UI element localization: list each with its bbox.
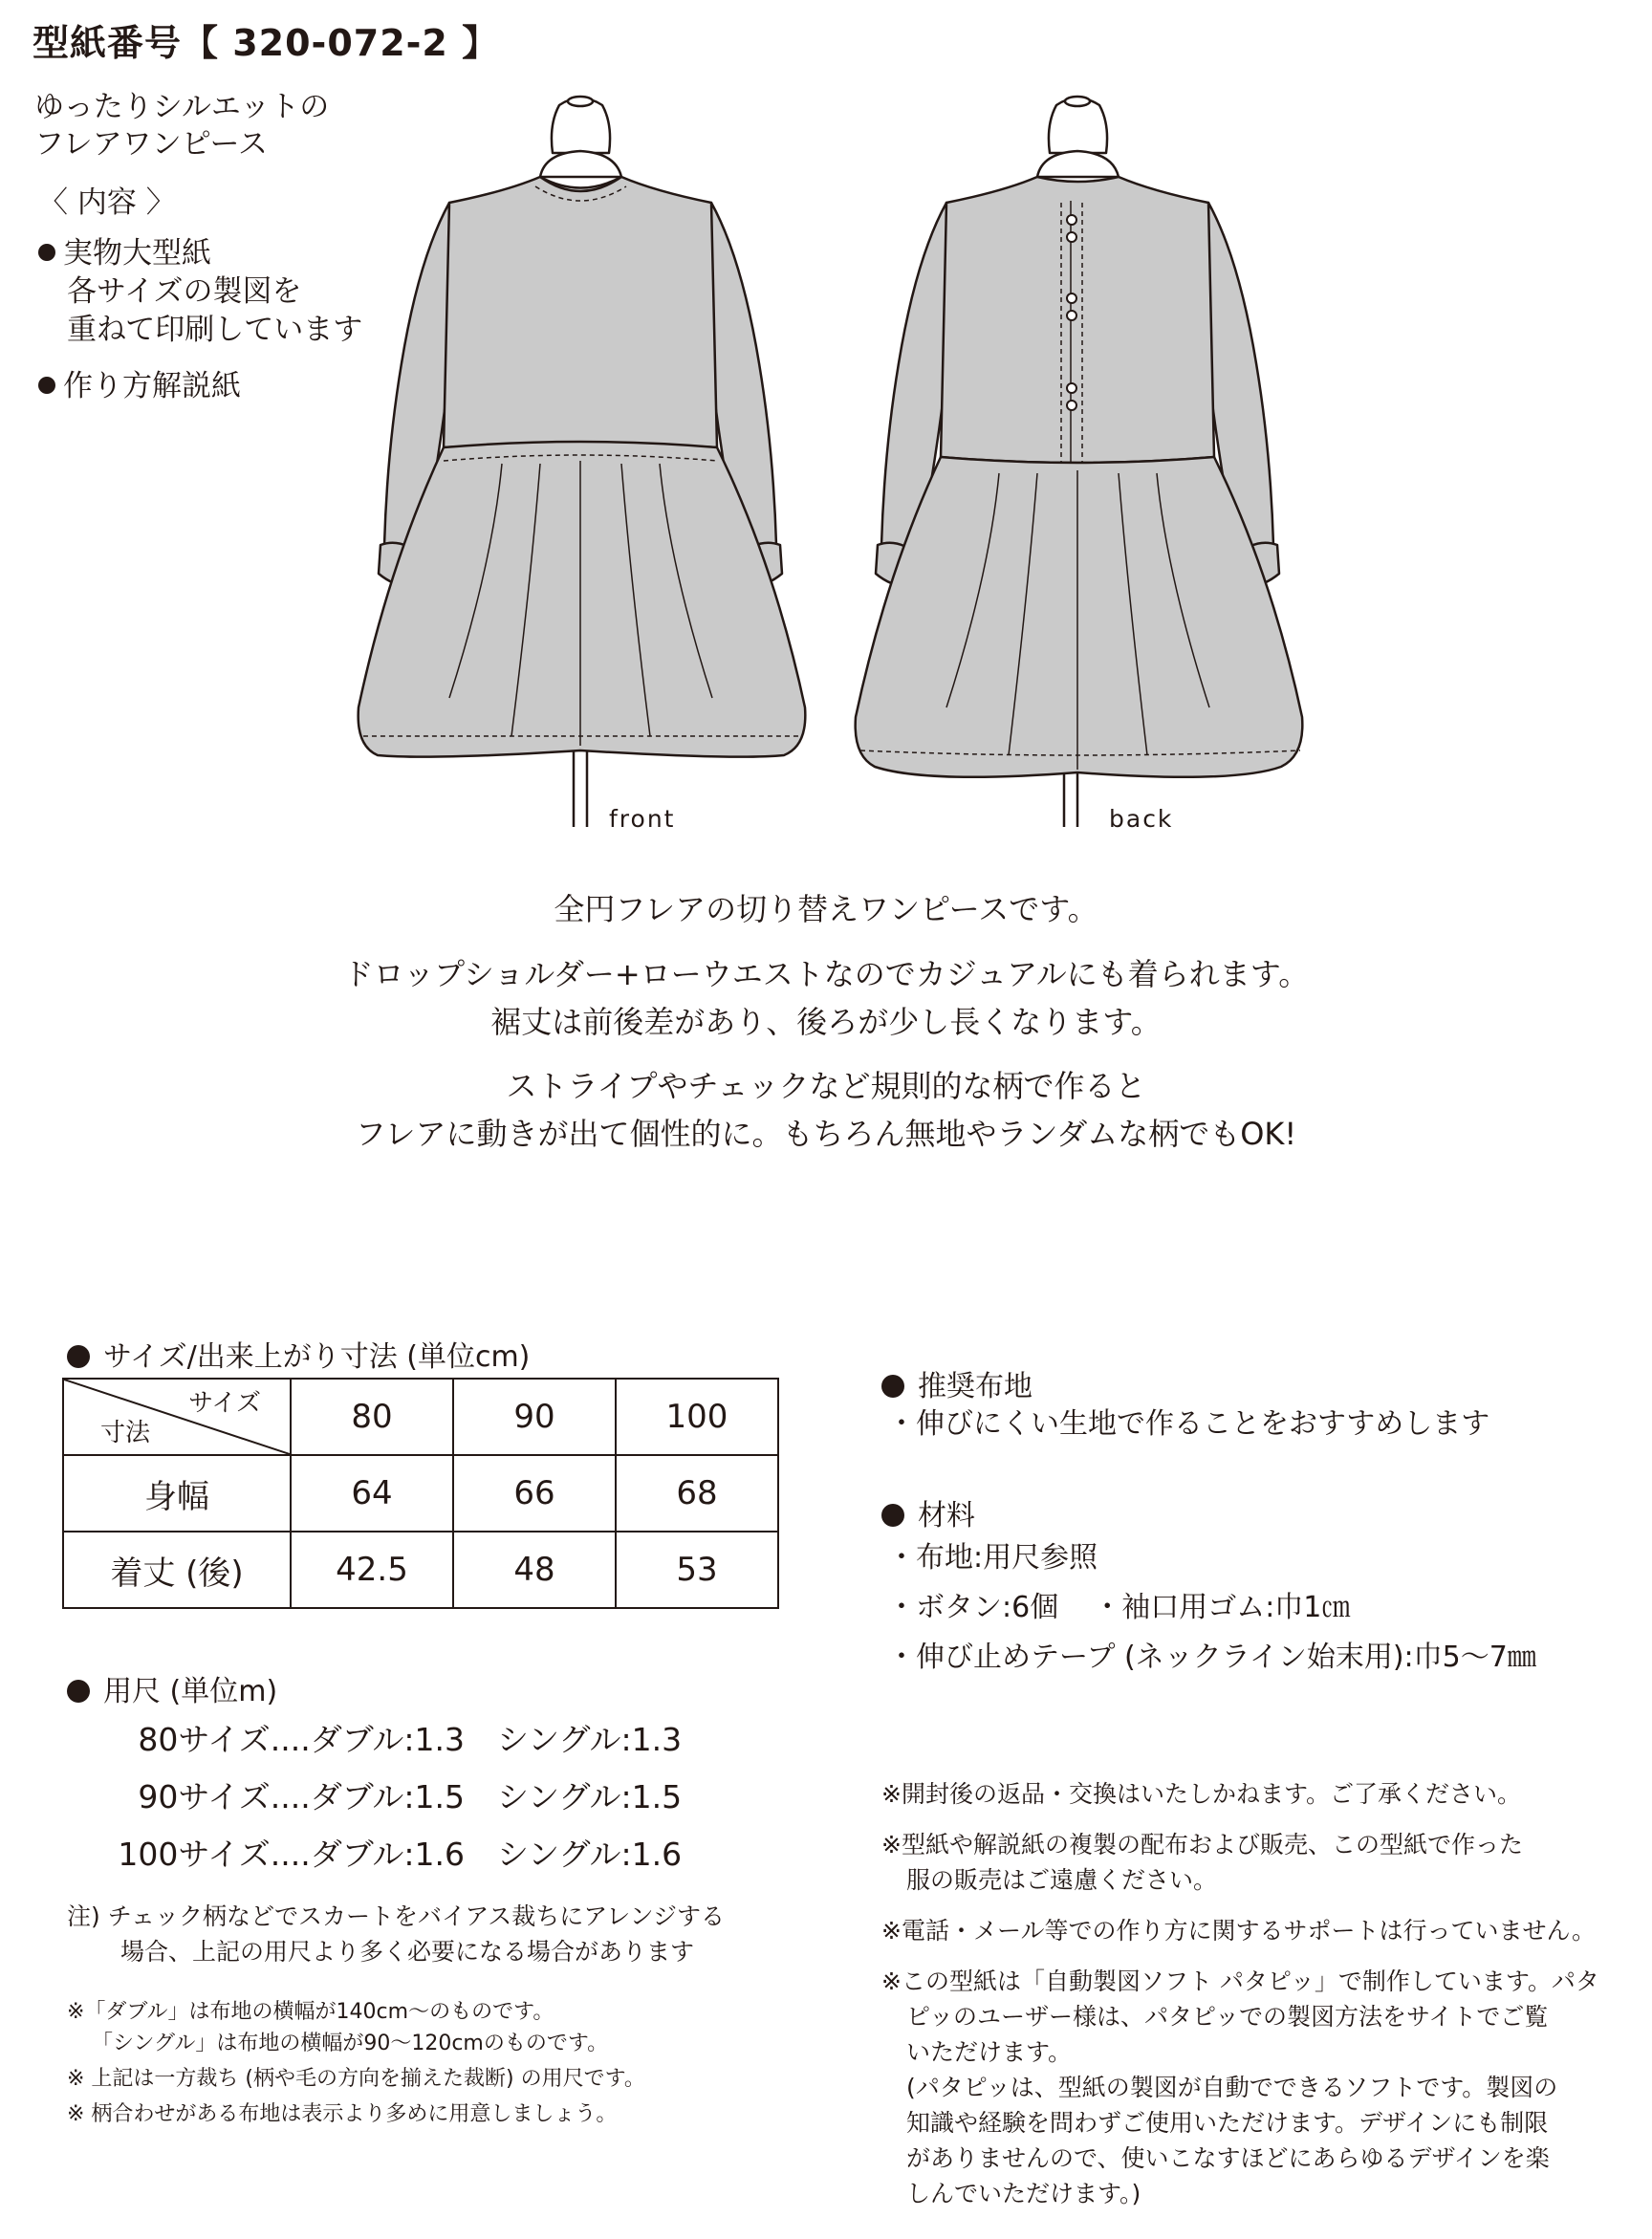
size-table-heading-text: サイズ/出来上がり寸法 (単位cm): [103, 1340, 531, 1374]
table-cell: 66: [453, 1455, 616, 1532]
size-header-cell: 80: [291, 1379, 453, 1455]
contents-item-2-label: 作り方解説紙: [63, 369, 241, 403]
fabric-heading-text: 推奨布地: [918, 1370, 1032, 1403]
table-cell: 48: [453, 1532, 616, 1608]
intro-line-5: フレアに動きが出て個性的に。もちろん無地やランダムな柄でもOK!: [355, 1116, 1297, 1152]
front-label: front: [609, 805, 676, 833]
size-header-row: [63, 1379, 778, 1455]
material-buttons-elastic: [887, 1583, 1536, 1633]
yardage-row-80: [63, 1711, 465, 1769]
materials-list: [887, 1533, 1536, 1683]
notice-software-3: いただけます。: [906, 2038, 1073, 2066]
design-description: [34, 89, 329, 163]
notices: [881, 1776, 1608, 2211]
notice-software-6: がありませんので、使いこなすほどにあらゆるデザインを楽: [906, 2144, 1550, 2172]
table-cell: 42.5: [291, 1532, 453, 1608]
yardage-small-notes: [67, 1996, 645, 2130]
table-row: [63, 1532, 778, 1608]
fabric-heading: [881, 1362, 1032, 1404]
table-row: [63, 1455, 778, 1532]
material-tape: ・伸び止めテープ (ネックライン始末用):巾5〜7㎜: [887, 1641, 1536, 1674]
yardage-row-100: [63, 1826, 465, 1883]
dress-back-illustration: [832, 86, 1329, 841]
material-buttons: ・ボタン:6個: [887, 1591, 1059, 1624]
size-table: [62, 1378, 779, 1609]
bullet-icon: [881, 1375, 904, 1398]
material-fabric: ・布地:用尺参照: [887, 1541, 1098, 1575]
bullet-icon: [67, 1680, 90, 1703]
notice-copy-2: 服の販売はご遠慮ください。: [906, 1866, 1218, 1894]
materials-heading-text: 材料: [918, 1499, 975, 1533]
intro-line-4: ストライプやチェックなど規則的な柄で作ると: [506, 1068, 1146, 1104]
note-line-1: チェック柄などでスカートをバイアス裁ちにアレンジする: [107, 1902, 725, 1930]
material-elastic: ・袖口用ゴム:巾1㎝: [1093, 1591, 1351, 1624]
small-note-1: ※「ダブル」は布地の横幅が140cm〜のものです。: [67, 2000, 554, 2024]
table-cell: 68: [616, 1455, 778, 1532]
fabric-text: ・伸びにくい生地で作ることをおすすめします: [887, 1407, 1490, 1441]
yardage-double: ....ダブル:1.3: [270, 1721, 465, 1758]
notice-software-1: ※この型紙は「自動製図ソフト パタピッ」で制作しています。パタ: [881, 1967, 1599, 1995]
yardage-note: [67, 1899, 725, 1969]
notice-software-7: しんでいただけます。): [906, 2180, 1141, 2207]
yardage-row-90: [63, 1769, 465, 1826]
yardage-size: 90サイズ: [138, 1778, 271, 1815]
intro-line-1: 全円フレアの切り替えワンピースです。: [554, 891, 1098, 927]
materials-heading: [881, 1491, 975, 1533]
pattern-number-title: 型紙番号【 320-072-2 】: [33, 22, 500, 64]
bullet-icon: [881, 1504, 904, 1527]
small-note-4: ※ 柄合わせがある布地は表示より多めに用意しましょう。: [67, 2102, 618, 2126]
bullet-icon: [67, 1345, 90, 1368]
corner-cell: [63, 1379, 291, 1455]
yardage-single: シングル:1.6: [497, 1836, 683, 1873]
note-line-2: 場合、上記の用尺より多く必要になる場合があります: [120, 1938, 695, 1966]
description-line-1: ゆったりシルエットの: [34, 90, 330, 124]
contents-item-1-line-1: 実物大型紙: [63, 236, 211, 271]
intro-line-2: ドロップショルダー+ローウエストなのでカジュアルにも着られます。: [342, 956, 1310, 992]
small-note-3: ※ 上記は一方裁ち (柄や毛の方向を揃えた裁断) の用尺です。: [67, 2067, 645, 2091]
note-prefix: 注): [67, 1902, 100, 1930]
yardage-single: シングル:1.3: [497, 1721, 683, 1758]
contents-item-1-line-2: 各サイズの製図を: [67, 274, 302, 309]
back-label: back: [1109, 805, 1174, 833]
yardage-heading-text: 用尺 (単位m): [103, 1675, 278, 1708]
table-cell: 53: [616, 1532, 778, 1608]
small-note-2: 「シングル」は布地の横幅が90〜120cmのものです。: [92, 2032, 609, 2055]
bullet-icon: [38, 244, 55, 261]
corner-size-label: サイズ: [188, 1389, 261, 1418]
yardage-double: ....ダブル:1.6: [270, 1836, 465, 1873]
notice-software-5: 知識や経験を問わずご使用いただけます。デザインにも制限: [906, 2109, 1549, 2137]
yardage-sizes: [63, 1711, 465, 1883]
row-label: 身幅: [63, 1455, 291, 1532]
notice-copy-1: ※型紙や解説紙の複製の配布および販売、この型紙で作った: [881, 1831, 1523, 1859]
corner-measure-label: 寸法: [100, 1419, 151, 1447]
intro-line-3: 裾丈は前後差があり、後ろが少し長くなります。: [490, 1004, 1162, 1040]
row-label: 着丈 (後): [63, 1532, 291, 1608]
notice-software-2: ピッのユーザー様は、パタピッでの製図方法をサイトでご覧: [906, 2003, 1549, 2031]
yardage-size: 80サイズ: [138, 1721, 271, 1758]
yardage-heading: [67, 1667, 277, 1709]
description-line-2: フレアワンピース: [34, 127, 268, 162]
yardage-double: ....ダブル:1.5: [270, 1778, 465, 1815]
notice-software-4: (パタピッは、型紙の製図が自動でできるソフトです。製図の: [906, 2074, 1558, 2101]
size-header-cell: 90: [453, 1379, 616, 1455]
notice-returns: ※開封後の返品・交換はいたしかねます。ご了承ください。: [881, 1780, 1521, 1808]
dress-front-illustration: [335, 86, 832, 841]
contents-item-1-line-3: 重ねて印刷しています: [67, 313, 363, 347]
size-header-cell: 100: [616, 1379, 778, 1455]
contents-heading: 〈 内容 〉: [38, 185, 176, 220]
notice-support: ※電話・メール等での作り方に関するサポートは行っていません。: [881, 1917, 1596, 1945]
contents-item-1: [38, 234, 362, 349]
yardage-single-column: [497, 1711, 682, 1883]
bullet-icon: [38, 377, 55, 394]
contents-item-2: [38, 367, 241, 405]
yardage-size: 100サイズ: [118, 1836, 271, 1873]
table-cell: 64: [291, 1455, 453, 1532]
yardage-single: シングル:1.5: [497, 1778, 683, 1815]
size-table-heading: [67, 1333, 530, 1375]
